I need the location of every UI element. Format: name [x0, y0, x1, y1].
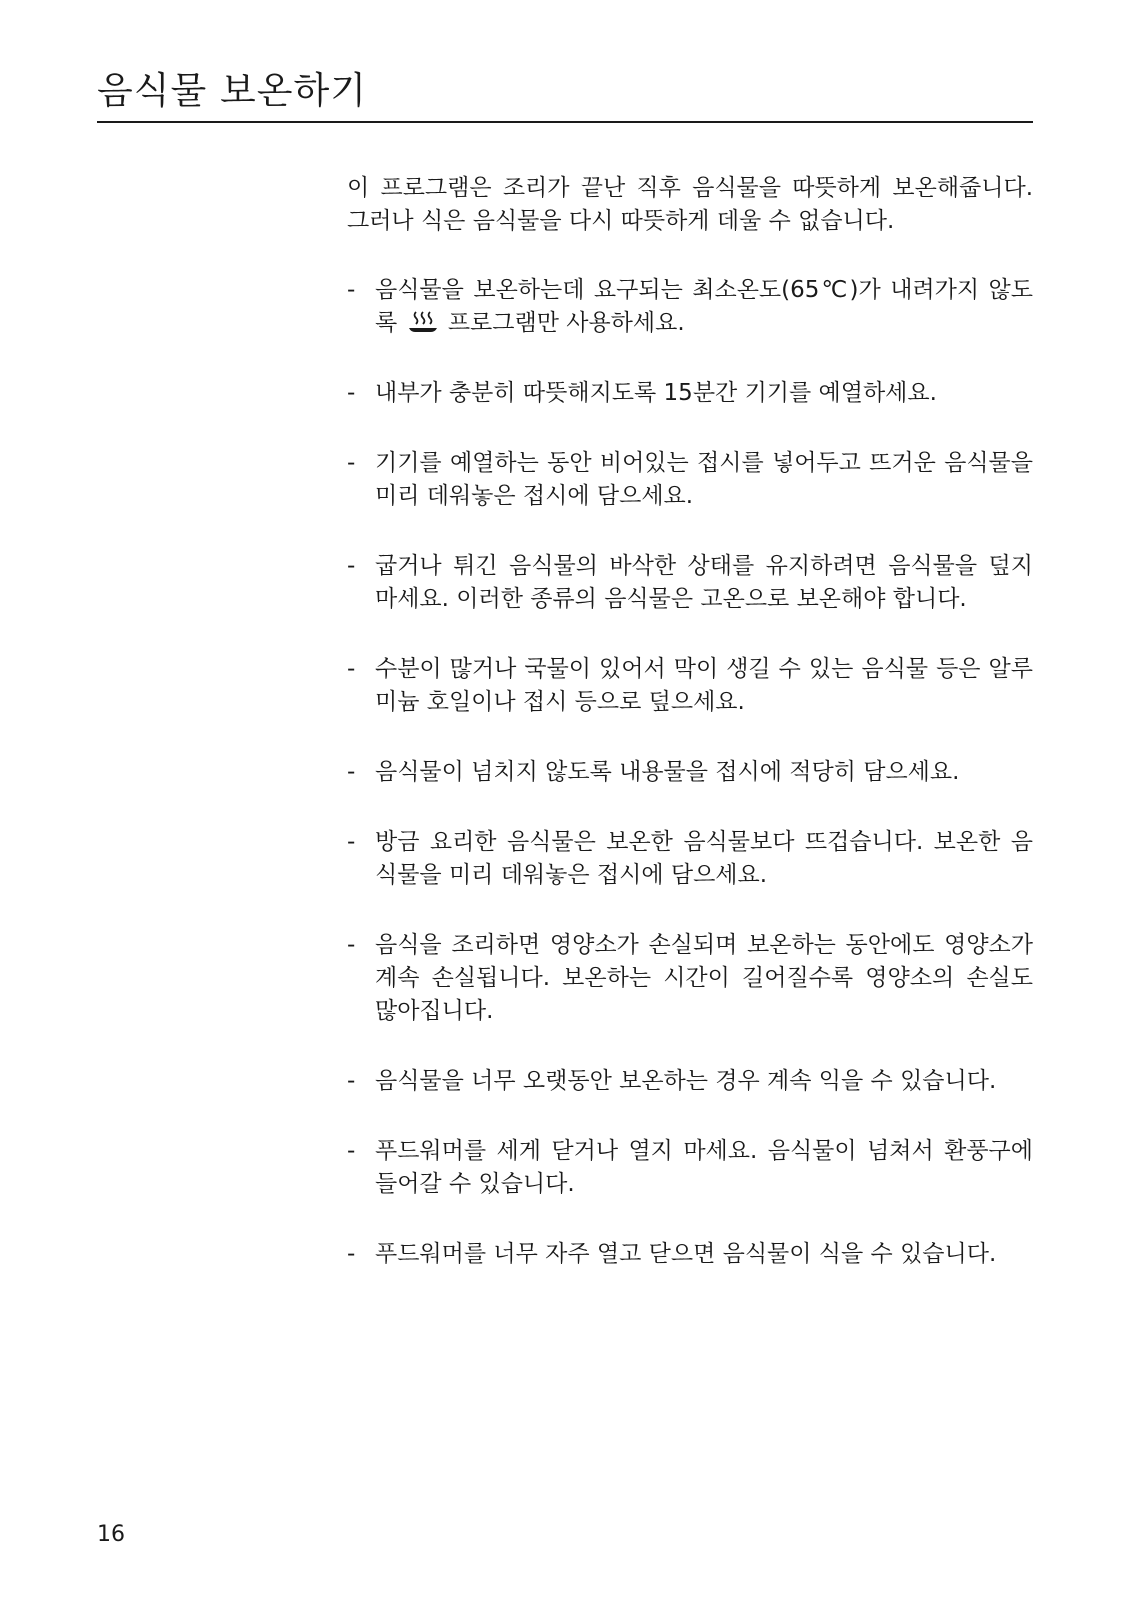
list-item-text: 음식물이 넘치지 않도록 내용물을 접시에 적당히 담으세요.	[375, 759, 960, 785]
main-content	[347, 172, 1033, 1308]
bullet-dash: -	[347, 759, 356, 785]
list-item-text: 프로그램만 사용하세요.	[447, 310, 685, 336]
bullet-dash: -	[347, 656, 356, 682]
list-item	[347, 1135, 1033, 1201]
bullet-dash: -	[347, 1241, 356, 1267]
bullet-dash: -	[347, 1138, 356, 1164]
page-number: 16	[97, 1522, 125, 1547]
list-item	[347, 826, 1033, 892]
list-item-text: 푸드워머를 너무 자주 열고 닫으면 음식물이 식을 수 있습니다.	[375, 1241, 997, 1267]
list-item-text: 음식물을 너무 오랫동안 보온하는 경우 계속 익을 수 있습니다.	[375, 1068, 997, 1094]
bullet-dash: -	[347, 450, 356, 476]
bullet-dash: -	[347, 1068, 356, 1094]
list-item-text: 음식을 조리하면 영양소가 손실되며 보온하는 동안에도 영양소가 계속 손실됩니다. 보온하는 시간이 길어질수록 영양소의 손실도 많아집니다.	[375, 932, 1033, 1024]
list-item	[347, 377, 1033, 410]
keep-warm-icon	[407, 310, 439, 334]
list-item	[347, 1238, 1033, 1271]
list-item-text: 굽거나 튀긴 음식물의 바삭한 상태를 유지하려면 음식물을 덮지 마세요. 이러한 종류의 음식물은 고온으로 보온해야 합니다.	[375, 553, 1033, 612]
list-item-text: 음식물을 보온하는데 요구되는 최소온도(65℃)가 내려가지 않도록	[375, 277, 1033, 336]
list-item	[347, 653, 1033, 719]
bullet-dash: -	[347, 932, 356, 958]
bullet-dash: -	[347, 553, 356, 579]
bullet-dash: -	[347, 829, 356, 855]
list-item-text: 푸드워머를 세게 닫거나 열지 마세요. 음식물이 넘쳐서 환풍구에 들어갈 수 있습니다.	[375, 1138, 1033, 1197]
list-item-text: 내부가 충분히 따뜻해지도록 15분간 기기를 예열하세요.	[375, 380, 937, 406]
list-item	[347, 274, 1033, 340]
list-item-text: 방금 요리한 음식물은 보온한 음식물보다 뜨겁습니다. 보온한 음식물을 미리 데워놓은 접시에 담으세요.	[375, 829, 1033, 888]
intro-paragraph: 이 프로그램은 조리가 끝난 직후 음식물을 따뜻하게 보온해줍니다. 그러나 식은 음식물을 다시 따뜻하게 데울 수 없습니다.	[347, 175, 1033, 234]
list-item	[347, 550, 1033, 616]
list-item	[347, 756, 1033, 789]
list-item	[347, 447, 1033, 513]
page-title: 음식물 보온하기	[97, 69, 367, 112]
bullet-dash: -	[347, 380, 356, 406]
bullet-dash: -	[347, 277, 356, 303]
tips-list	[347, 274, 1033, 1271]
list-item-text: 수분이 많거나 국물이 있어서 막이 생길 수 있는 음식물 등은 알루미늄 호일이나 접시 등으로 덮으세요.	[375, 656, 1033, 715]
list-item	[347, 929, 1033, 1028]
title-divider	[97, 121, 1033, 123]
list-item	[347, 1065, 1033, 1098]
list-item-text: 기기를 예열하는 동안 비어있는 접시를 넣어두고 뜨거운 음식물을 미리 데워놓은 접시에 담으세요.	[375, 450, 1033, 509]
